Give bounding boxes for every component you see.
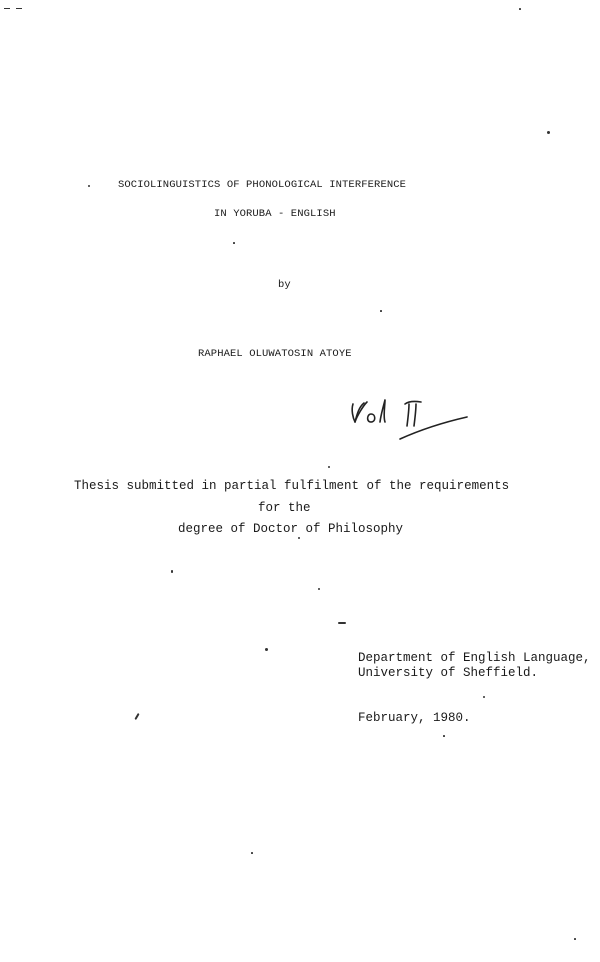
thesis-statement-line-3: degree of Doctor of Philosophy xyxy=(178,522,404,536)
author-name: RAPHAEL OLUWATOSIN ATOYE xyxy=(198,348,352,360)
thesis-title-line-1: SOCIOLINGUISTICS OF PHONOLOGICAL INTERFERENCE xyxy=(118,179,407,191)
by-label: by xyxy=(278,279,291,291)
scan-speck xyxy=(88,185,90,187)
university-name: University of Sheffield. xyxy=(358,666,539,680)
scan-speck xyxy=(4,8,10,9)
scan-speck xyxy=(318,588,320,590)
thesis-statement-line-1: Thesis submitted in partial fulfilment of the requirements xyxy=(74,479,510,493)
scan-speck xyxy=(483,696,485,698)
submission-date: February, 1980. xyxy=(358,711,471,725)
scan-speck xyxy=(574,938,576,940)
thesis-title-line-2: IN YORUBA - ENGLISH xyxy=(214,208,336,220)
scan-speck xyxy=(519,8,521,10)
scan-speck xyxy=(328,466,330,468)
scan-speck xyxy=(338,622,346,624)
thesis-statement-line-2: for the xyxy=(258,501,311,515)
scan-speck xyxy=(251,852,253,854)
scan-speck xyxy=(134,713,139,720)
scan-speck xyxy=(16,8,22,9)
scan-speck xyxy=(298,537,300,539)
scan-speck xyxy=(233,242,235,244)
scan-speck xyxy=(443,735,445,737)
handwritten-vol-ii-annotation xyxy=(345,392,475,444)
scan-speck xyxy=(380,310,382,312)
scan-speck xyxy=(171,570,173,573)
scan-speck xyxy=(265,648,268,651)
scan-speck xyxy=(547,131,550,134)
department-name: Department of English Language, xyxy=(358,651,591,665)
